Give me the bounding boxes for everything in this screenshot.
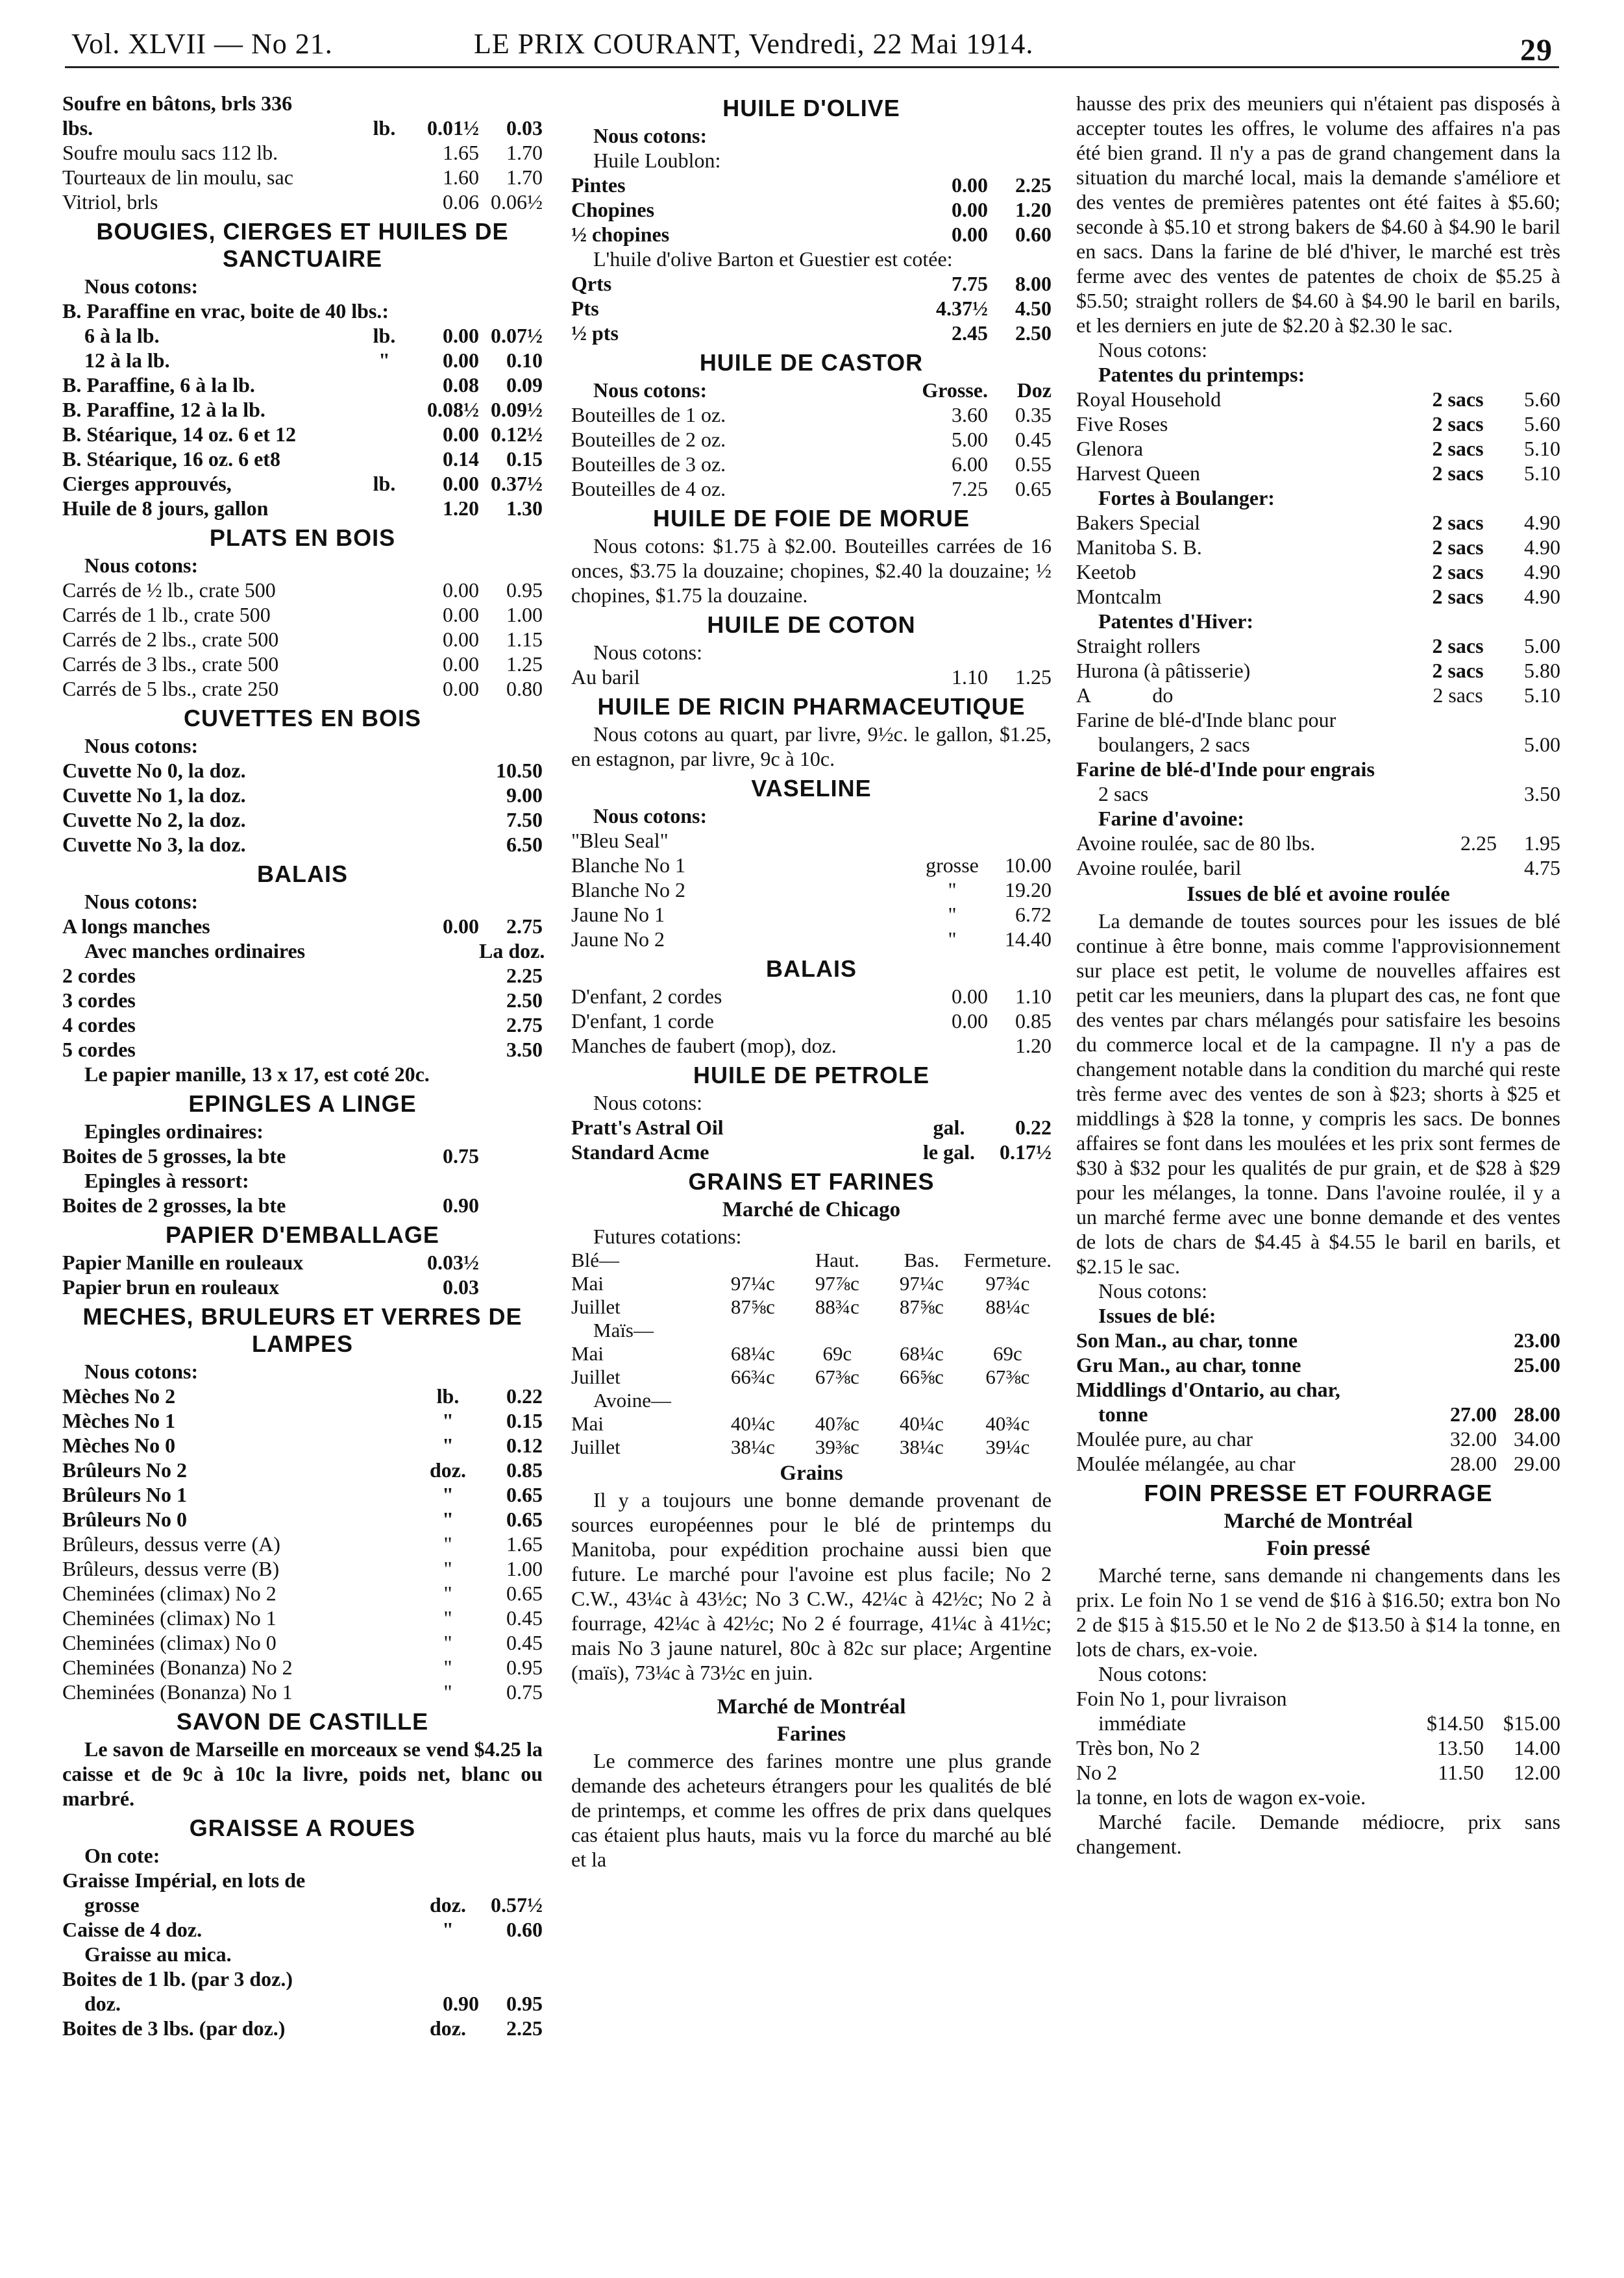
bougies-list	[62, 299, 543, 521]
price-row: Standard Acme le gal. 0.17½	[571, 1140, 1052, 1164]
paragraph: Le savon de Marseille en morceaux se vend $4.25 la caisse et de 9c à 10c la livre, poids net, blanc ou marbré.	[62, 1737, 543, 1810]
price-row: Cuvette No 2, la doz. 7.50	[62, 808, 543, 831]
section-heading: PAPIER D'EMBALLAGE	[166, 1221, 439, 1248]
price-row: Vitriol, brls 0.06 0.06½	[62, 190, 543, 214]
section-heading: MECHES, BRULEURS ET VERRES DE LAMPES	[82, 1303, 523, 1357]
section-heading: HUILE D'OLIVE	[722, 95, 900, 121]
balais-list	[571, 984, 1052, 1058]
price-row: Bakers Special 2 sacs 4.90	[1076, 511, 1560, 534]
price-row: Papier Manille en rouleaux 0.03½	[62, 1251, 479, 1274]
vaseline-list	[571, 853, 1052, 951]
sub-heading: Patentes du printemps:	[1098, 363, 1305, 386]
quote-label: Nous cotons:	[84, 1360, 199, 1383]
quote-label: Nous cotons:	[84, 275, 199, 298]
sub-heading: Patentes d'Hiver:	[1098, 609, 1254, 633]
price-row: boulangers, 2 sacs 5.00	[1098, 733, 1560, 756]
section-heading: BALAIS	[766, 955, 857, 982]
price-row: Cuvette No 0, la doz. 10.50	[62, 759, 543, 782]
price-row: Carrés de 1 lb., crate 500 0.00 1.00	[62, 603, 543, 626]
sub-heading: Fortes à Boulanger:	[1098, 486, 1275, 509]
quote-label: Nous cotons:	[84, 890, 199, 913]
column-2	[571, 91, 1052, 1872]
price-row: Jaune No 2 " 14.40	[571, 927, 1052, 951]
table-group-row: Maïs—	[593, 1319, 654, 1341]
price-row: Cheminées (Bonanza) No 2 " 0.95	[62, 1656, 543, 1679]
price-row: Cuvette No 1, la doz. 9.00	[62, 783, 543, 807]
price-row: B. Paraffine, 12 à la lb. 0.08½ 0.09½	[62, 398, 543, 421]
boulanger-list	[1076, 510, 1560, 609]
sub-heading: Issues de blé et avoine roulée	[1187, 883, 1450, 906]
price-row: Pratt's Astral Oil gal. 0.22	[571, 1116, 1052, 1139]
price-row: 4 cordes 2.75	[62, 1013, 543, 1036]
publication-title: LE PRIX COURANT, Vendredi, 22 Mai 1914.	[474, 28, 1034, 60]
price-row: Hurona (à pâtisserie) 2 sacs 5.80	[1076, 659, 1560, 682]
paragraph: la tonne, en lots de wagon ex-voie.	[1076, 1785, 1366, 1809]
sub-heading: Marché de Montréal	[1224, 1510, 1413, 1533]
price-row: Tourteaux de lin moulu, sac 1.60 1.70	[62, 165, 543, 189]
price-row: grosse doz. 0.57½	[84, 1893, 543, 1917]
price-row: Brûleurs No 2 doz. 0.85	[62, 1458, 543, 1482]
table-row: Juillet 87⅝c 88¾c 87⅝c 88¼c	[571, 1295, 1030, 1318]
loublon-list	[571, 173, 1052, 247]
price-row: Carrés de 5 lbs., crate 250 0.00 0.80	[62, 677, 543, 700]
price-row: Bouteilles de 1 oz. 3.60 0.35	[571, 403, 1052, 426]
price-row: B. Paraffine en vrac, boite de 40 lbs.:	[62, 299, 389, 323]
price-row: Straight rollers 2 sacs 5.00	[1076, 634, 1560, 657]
price-row: Papier brun en rouleaux 0.03	[62, 1275, 479, 1299]
price-row: ½ pts 2.45 2.50	[571, 321, 1052, 345]
price-row: Boites de 2 grosses, la bte 0.90	[62, 1194, 479, 1217]
price-row: Mèches No 1 " 0.15	[62, 1409, 543, 1432]
price-row: Son Man., au char, tonne 23.00	[1076, 1329, 1560, 1352]
page-number: 29	[1520, 33, 1553, 67]
paragraph: Le papier manille, 13 x 17, est coté 20c.	[84, 1062, 430, 1086]
sub-heading: Farine d'avoine:	[1098, 807, 1244, 830]
price-row: Cheminées (climax) No 2 " 0.65	[62, 1582, 543, 1605]
sub-heading: Issues de blé:	[1098, 1304, 1216, 1327]
header-rule	[65, 66, 1559, 68]
quote-label: Nous cotons:	[593, 641, 702, 664]
price-row: Blanche No 1 grosse 10.00	[571, 853, 1052, 877]
column-1	[62, 91, 543, 2040]
table-row: Mai 68¼c 69c 68¼c 69c	[571, 1342, 1022, 1365]
quote-label: Nous cotons:	[84, 734, 199, 757]
paragraph: Nous cotons: $1.75 à $2.00. Bouteilles carrées de 16 onces, $3.75 la douzaine; chopines, $2.40 la douzaine; ½ chopines, $1.75 la douzaine.	[571, 534, 1052, 607]
section-heading: PLATS EN BOIS	[209, 524, 396, 551]
price-row: Cheminées (climax) No 0 " 0.45	[62, 1631, 543, 1654]
price-row: ½ chopines 0.00 0.60	[571, 223, 1052, 246]
paragraph: hausse des prix des meuniers qui n'étaient pas disposés à accepter toutes les offres, le volume des affaires n'a pas été bien grand. Il n'y a pas de grand changement dans la situation du marché local, mais la demande s'améliore et des ventes de premières patentes ont été faites à $5.60; seconde à $5.10 et strong bakers de $4.60 à $4.90 le baril en sacs. Dans la farine de blé d'hiver, le marché est très ferme avec des ventes de patentes de choix de $5.25 à $5.50; straight rollers de $4.60 à $4.90 le baril en barils, et les derniers en jute de $2.20 à $2.30 le sac.	[1076, 92, 1560, 337]
quote-label: Nous cotons:	[84, 554, 199, 577]
price-row: Cheminées (Bonanza) No 1 " 0.75	[62, 1680, 543, 1704]
price-row: doz. 0.90 0.95	[84, 1992, 543, 2015]
paragraph: Marché facile. Demande médiocre, prix sans changement.	[1076, 1810, 1560, 1858]
price-row: Brûleurs No 0 " 0.65	[62, 1508, 543, 1531]
price-row: Brûleurs No 1 " 0.65	[62, 1483, 543, 1506]
price-row: Montcalm 2 sacs 4.90	[1076, 585, 1560, 608]
price-row: Farine de blé-d'Inde blanc pour	[1076, 708, 1336, 731]
price-row: Manches de faubert (mop), doz. 1.20	[571, 1034, 1052, 1057]
price-row: Moulée mélangée, au char 28.00 29.00	[1076, 1452, 1560, 1475]
sub-heading: Marché de Montréal	[717, 1695, 906, 1719]
table-row: Juillet 66¾c 67⅜c 66⅝c 67⅜c	[571, 1366, 1030, 1388]
price-row: Avec manches ordinaires La doz.	[84, 939, 545, 962]
price-row: Pts 4.37½ 4.50	[571, 297, 1052, 320]
quote-label: On cote:	[84, 1844, 160, 1867]
price-row: Qrts 7.75 8.00	[571, 272, 1052, 295]
cuvettes-list	[62, 758, 543, 857]
price-row: Gru Man., au char, tonne 25.00	[1076, 1353, 1560, 1377]
paragraph: L'huile d'olive Barton et Guestier est cotée:	[593, 247, 953, 271]
table-header-row: Blé— Haut. Bas. Fermeture.	[571, 1249, 1052, 1271]
price-row: 6 à la lb. lb. 0.00 0.07½	[84, 324, 543, 347]
price-row: Farine de blé-d'Inde pour engrais	[1076, 757, 1375, 781]
paragraph: La demande de toutes sources pour les issues de blé continue à être bonne, mais comme l'approvisionnement sur place est petit, le volume de nouvelles affaires est petit car les meuniers, dans la plupart des cas, ne font que des ventes par chars mélangés pour satisfaire les besoins du commerce local et de la campagne. Il n'y a pas de changement notable dans la condition du marché qui reste très ferme avec des ventes de son à $23; shorts à $25 et middlings à $28 la tonne, y compris les sacs. De bonnes affaires se font dans les moulées et les prix sont fermes de $30 à $32 pour les qualités de pur grain, et de $28 à $29 pour les mélanges, la tonne. Dans l'avoine roulée, il y a un marché ferme avec une bonne demande et des ventes de lots de chars de $4.45 à $4.55 le baril en barils, et $2.15 le sac.	[1076, 909, 1560, 1278]
paragraph: Nous cotons au quart, par livre, 9½c. le gallon, $1.25, en estagnon, par livre, 9c à 10c.	[571, 722, 1052, 770]
sub-label: "Bleu Seal"	[571, 829, 669, 852]
price-row: Royal Household 2 sacs 5.60	[1076, 387, 1560, 411]
price-row: B. Paraffine, 6 à la lb. 0.08 0.09	[62, 373, 543, 397]
price-row: Carrés de 3 lbs., crate 500 0.00 1.25	[62, 652, 543, 676]
section-heading: VASELINE	[751, 775, 872, 802]
price-row: B. Stéarique, 16 oz. 6 et8 0.14 0.15	[62, 447, 543, 471]
paragraph: Marché terne, sans demande ni changements dans les prix. Le foin No 1 se vend de $16 à $16.50; extra bon No 2 de $15 à $15.50 et le No 2 de $13.50 à $14 la tonne, en lots de chars, ex-voie.	[1076, 1563, 1560, 1661]
sub-heading: Grains	[780, 1462, 843, 1485]
section-heading: EPINGLES A LINGE	[188, 1090, 417, 1117]
price-row: Keetob 2 sacs 4.90	[1076, 560, 1560, 583]
price-row: immédiate $14.50 $15.00	[1098, 1711, 1560, 1735]
price-row: Brûleurs, dessus verre (A) " 1.65	[62, 1532, 543, 1556]
quote-label: Nous cotons:	[1098, 1279, 1207, 1303]
paragraph: Le commerce des farines montre une plus grande demande des acheteurs étrangers pour les qualités de blé de printemps, et comme les offres de prix dans quelques cas étaient plus hauts, mais vu la force du marché au blé et la	[571, 1749, 1052, 1871]
price-row: Bouteilles de 3 oz. 6.00 0.55	[571, 452, 1052, 476]
price-row: No 2 11.50 12.00	[1076, 1761, 1560, 1784]
price-row: Bouteilles de 2 oz. 5.00 0.45	[571, 428, 1052, 451]
price-row: Boites de 5 grosses, la bte 0.75	[62, 1144, 479, 1168]
quote-label: Nous cotons:	[593, 804, 707, 827]
meches-list	[62, 1384, 543, 1704]
quote-label: Nous cotons:	[593, 1091, 702, 1114]
barton-list	[571, 271, 1052, 345]
sub-heading: Marché de Chicago	[722, 1198, 901, 1221]
price-row: Au baril 1.10 1.25	[571, 665, 1052, 689]
price-row: D'enfant, 2 cordes 0.00 1.10	[571, 985, 1052, 1008]
price-row: Glenora 2 sacs 5.10	[1076, 437, 1560, 460]
price-row: Mèches No 2 lb. 0.22	[62, 1384, 543, 1408]
price-row: Pintes 0.00 2.25	[571, 173, 1052, 197]
quote-label: Nous cotons:	[593, 124, 707, 147]
price-row: Moulée pure, au char 32.00 34.00	[1076, 1427, 1560, 1451]
castor-list	[571, 402, 1052, 501]
price-row: A longs manches 0.00 2.75	[62, 914, 543, 938]
balais-list	[62, 963, 543, 1062]
sub-label: Huile Loublon:	[593, 149, 721, 172]
price-row: Brûleurs, dessus verre (B) " 1.00	[62, 1557, 543, 1580]
hiver-list	[1076, 633, 1560, 707]
price-row: Boites de 3 lbs. (par doz.) doz. 2.25	[62, 2016, 543, 2040]
price-row: 5 cordes 3.50	[62, 1038, 543, 1061]
quote-label: Nous cotons:	[1098, 338, 1207, 361]
price-row: tonne 27.00 28.00	[1098, 1402, 1560, 1426]
price-row: Nous cotons: Grosse. Doz	[593, 378, 1052, 402]
price-row: Cheminées (climax) No 1 " 0.45	[62, 1606, 543, 1630]
price-row: Soufre moulu sacs 112 lb. 1.65 1.70	[62, 141, 543, 164]
column-3	[1076, 91, 1560, 1859]
table-group-row: Avoine—	[593, 1389, 671, 1412]
section-heading: GRAINS ET FARINES	[688, 1168, 935, 1195]
price-row: Graisse Impérial, en lots de	[62, 1868, 306, 1892]
page-header	[71, 18, 1553, 67]
price-row: Jaune No 1 " 6.72	[571, 903, 1052, 926]
quote-label: Epingles à ressort:	[84, 1169, 249, 1192]
section-heading: HUILE DE CASTOR	[699, 349, 924, 376]
section-heading: CUVETTES EN BOIS	[183, 705, 422, 731]
price-row: Foin No 1, pour livraison	[1076, 1687, 1287, 1710]
section-heading: BALAIS	[257, 861, 348, 887]
price-row: Caisse de 4 doz. " 0.60	[62, 1918, 543, 1941]
quote-label: Nous cotons:	[1098, 1662, 1207, 1685]
price-row: Carrés de 2 lbs., crate 500 0.00 1.15	[62, 628, 543, 651]
price-row: 3 cordes 2.50	[62, 988, 543, 1012]
paragraph: Il y a toujours une bonne demande provenant de sources européennes pour le blé de printemps du Manitoba, pour expédition prochaine aussi bien que future. Le marché pour l'avoine est plus facile; No 2 C.W., 43¼c à 43½c; No 3 C.W., 42¼c à 42½c; No 2 à fourrage, 42¼c à 42½c; No 2 é fourrage, 41¼c à 41½c; mais No 3 jaune naturel, 80c à 82c sur place; Argentine (maïs), 73¼c à 73½c en juin.	[571, 1488, 1052, 1684]
price-row: 2 sacs 3.50	[1098, 782, 1560, 805]
section-heading: GRAISSE A ROUES	[189, 1815, 416, 1841]
price-row: B. Stéarique, 14 oz. 6 et 12 0.00 0.12½	[62, 423, 543, 446]
price-row: Cierges approuvés, lb. 0.00 0.37½	[62, 472, 543, 495]
section-heading: HUILE DE COTON	[707, 611, 916, 638]
plats-list	[62, 578, 543, 701]
section-heading: FOIN PRESSE ET FOURRAGE	[1144, 1480, 1493, 1506]
price-row: Graisse au mica.	[84, 1942, 232, 1966]
section-heading: HUILE DE RICIN PHARMACEUTIQUE	[597, 693, 1026, 720]
volume-number: Vol. XLVII — No 21.	[71, 28, 333, 60]
futures-table	[571, 1249, 1052, 1459]
table-row: Juillet 38¼c 39⅜c 38¼c 39¼c	[571, 1436, 1030, 1458]
table-row: Mai 40¼c 40⅞c 40¼c 40¾c	[571, 1412, 1030, 1435]
price-row: D'enfant, 1 corde 0.00 0.85	[571, 1009, 1052, 1033]
sub-label: Futures cotations:	[593, 1225, 742, 1248]
price-row: Blanche No 2 " 19.20	[571, 878, 1052, 901]
price-row: 12 à la lb. " 0.00 0.10	[84, 349, 543, 372]
price-row: Soufre en bâtons, brls 336	[62, 92, 293, 115]
price-row: Manitoba S. B. 2 sacs 4.90	[1076, 535, 1560, 559]
printemps-list	[1076, 387, 1560, 485]
price-row: Bouteilles de 4 oz. 7.25 0.65	[571, 477, 1052, 500]
section-heading: SAVON DE CASTILLE	[176, 1708, 429, 1735]
sub-heading: Farines	[776, 1722, 846, 1746]
price-row: Huile de 8 jours, gallon 1.20 1.30	[62, 496, 543, 520]
section-heading: HUILE DE FOIE DE MORUE	[652, 505, 970, 532]
price-row: Avoine roulée, sac de 80 lbs. 2.25 1.95	[1076, 831, 1560, 855]
price-row: 2 cordes 2.25	[62, 964, 543, 987]
price-row: Boites de 1 lb. (par 3 doz.)	[62, 1967, 293, 1990]
sub-heading: Foin pressé	[1266, 1537, 1370, 1560]
table-row: Mai 97¼c 97⅞c 97¼c 97¾c	[571, 1272, 1030, 1295]
section-heading: BOUGIES, CIERGES ET HUILES DE SANCTUAIRE	[96, 218, 509, 272]
price-row: Cuvette No 3, la doz. 6.50	[62, 833, 543, 856]
price-row: A do 2 sacs 5.10	[1076, 683, 1560, 707]
price-row: Chopines 0.00 1.20	[571, 198, 1052, 221]
price-row: Mèches No 0 " 0.12	[62, 1434, 543, 1457]
price-row: Carrés de ½ lb., crate 500 0.00 0.95	[62, 578, 543, 602]
price-row: Middlings d'Ontario, au char,	[1076, 1378, 1340, 1401]
section-heading: HUILE DE PETROLE	[693, 1062, 930, 1088]
price-row: Five Roses 2 sacs 5.60	[1076, 412, 1560, 435]
quote-label: Epingles ordinaires:	[84, 1120, 264, 1143]
price-row: lbs. lb. 0.01½ 0.03	[62, 116, 543, 140]
price-row: Très bon, No 2 13.50 14.00	[1076, 1736, 1560, 1759]
price-row: Harvest Queen 2 sacs 5.10	[1076, 461, 1560, 485]
price-row: Avoine roulée, baril 4.75	[1076, 856, 1560, 879]
